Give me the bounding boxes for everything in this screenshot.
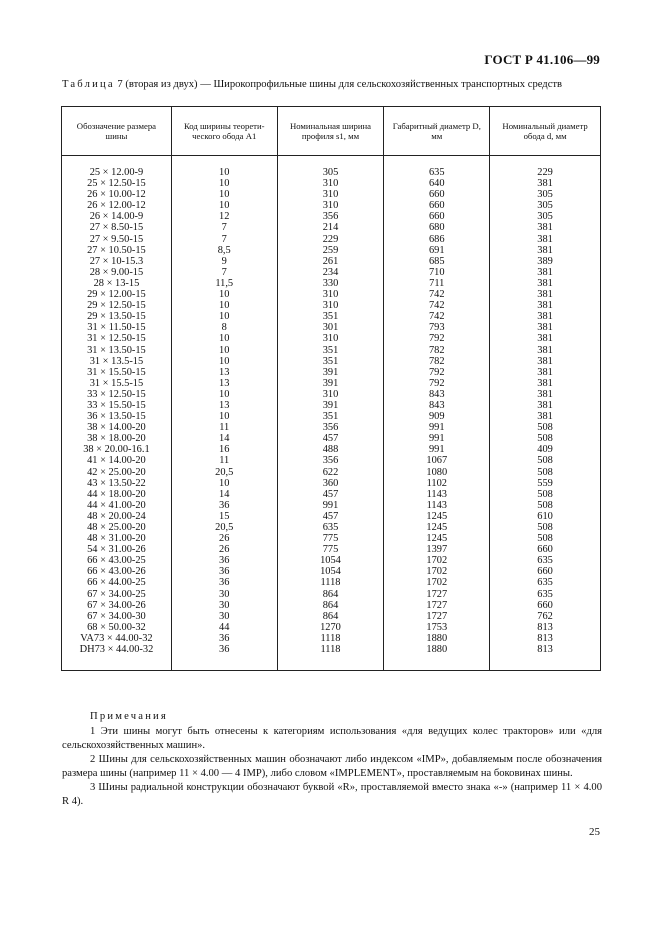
cell-designation: 36 × 13.50-15 bbox=[62, 411, 172, 422]
cell-designation: 38 × 14.00-20 bbox=[62, 422, 172, 433]
cell-designation: 27 × 8.50-15 bbox=[62, 222, 172, 233]
cell-designation: 67 × 34.00-30 bbox=[62, 611, 172, 622]
table-row bbox=[62, 555, 601, 566]
cell-overall-diameter: 1245 bbox=[384, 522, 490, 533]
table-row bbox=[62, 289, 601, 300]
cell-rim-code: 12 bbox=[171, 211, 277, 222]
table-row bbox=[62, 222, 601, 233]
cell-section-width: 864 bbox=[277, 611, 384, 622]
cell-rim-code: 10 bbox=[171, 389, 277, 400]
table-row bbox=[62, 267, 601, 278]
cell-designation: 43 × 13.50-22 bbox=[62, 478, 172, 489]
cell-designation: 33 × 15.50-15 bbox=[62, 400, 172, 411]
cell-rim-code: 10 bbox=[171, 311, 277, 322]
table-row bbox=[62, 611, 601, 622]
cell-overall-diameter: 1245 bbox=[384, 533, 490, 544]
cell-rim-code: 36 bbox=[171, 577, 277, 588]
cell-rim-diameter: 305 bbox=[490, 200, 601, 211]
cell-rim-code: 36 bbox=[171, 500, 277, 511]
cell-rim-code: 8 bbox=[171, 322, 277, 333]
table-row bbox=[62, 433, 601, 444]
cell-rim-diameter: 508 bbox=[490, 455, 601, 466]
cell-rim-diameter: 508 bbox=[490, 500, 601, 511]
cell-designation: 48 × 31.00-20 bbox=[62, 533, 172, 544]
cell-section-width: 356 bbox=[277, 211, 384, 222]
cell-rim-diameter: 660 bbox=[490, 566, 601, 577]
cell-overall-diameter: 782 bbox=[384, 356, 490, 367]
cell-rim-diameter: 635 bbox=[490, 577, 601, 588]
cell-rim-diameter: 508 bbox=[490, 422, 601, 433]
cell-overall-diameter: 991 bbox=[384, 444, 490, 455]
cell-overall-diameter: 792 bbox=[384, 367, 490, 378]
cell-rim-diameter: 508 bbox=[490, 533, 601, 544]
cell-rim-diameter: 559 bbox=[490, 478, 601, 489]
header-overall-diameter: Габаритный диаметр D, мм bbox=[384, 107, 490, 156]
cell-rim-code: 9 bbox=[171, 256, 277, 267]
cell-designation: 66 × 43.00-26 bbox=[62, 566, 172, 577]
cell-overall-diameter: 1753 bbox=[384, 622, 490, 633]
cell-rim-diameter: 635 bbox=[490, 555, 601, 566]
header-rim-code: Код ширины теорети-ческого обода A1 bbox=[171, 107, 277, 156]
table-caption bbox=[62, 79, 602, 92]
cell-rim-code: 36 bbox=[171, 566, 277, 577]
cell-overall-diameter: 843 bbox=[384, 400, 490, 411]
table-row bbox=[62, 256, 601, 267]
notes-title: Примечания bbox=[90, 711, 168, 722]
table-row bbox=[62, 444, 601, 455]
cell-rim-diameter: 381 bbox=[490, 222, 601, 233]
cell-section-width: 310 bbox=[277, 189, 384, 200]
cell-rim-code: 10 bbox=[171, 411, 277, 422]
cell-rim-diameter: 508 bbox=[490, 467, 601, 478]
cell-rim-code: 13 bbox=[171, 400, 277, 411]
cell-designation: 68 × 50.00-32 bbox=[62, 622, 172, 633]
cell-overall-diameter: 843 bbox=[384, 389, 490, 400]
cell-rim-diameter: 381 bbox=[490, 245, 601, 256]
cell-rim-diameter: 381 bbox=[490, 389, 601, 400]
cell-rim-diameter: 508 bbox=[490, 522, 601, 533]
cell-rim-code: 30 bbox=[171, 600, 277, 611]
cell-rim-diameter: 381 bbox=[490, 289, 601, 300]
cell-rim-code: 10 bbox=[171, 167, 277, 178]
cell-overall-diameter: 793 bbox=[384, 322, 490, 333]
table-row bbox=[62, 200, 601, 211]
cell-overall-diameter: 1727 bbox=[384, 611, 490, 622]
cell-section-width: 356 bbox=[277, 455, 384, 466]
table-row bbox=[62, 577, 601, 588]
table-row bbox=[62, 400, 601, 411]
cell-rim-code: 16 bbox=[171, 444, 277, 455]
cell-section-width: 261 bbox=[277, 256, 384, 267]
table-row bbox=[62, 345, 601, 356]
table-row bbox=[62, 234, 601, 245]
cell-rim-code: 10 bbox=[171, 356, 277, 367]
cell-rim-code: 20,5 bbox=[171, 522, 277, 533]
cell-rim-diameter: 305 bbox=[490, 189, 601, 200]
cell-designation: 26 × 14.00-9 bbox=[62, 211, 172, 222]
cell-rim-diameter: 660 bbox=[490, 600, 601, 611]
header-section-width: Номинальная ширина профиля s1, мм bbox=[277, 107, 384, 156]
cell-overall-diameter: 660 bbox=[384, 189, 490, 200]
cell-designation: 26 × 12.00-12 bbox=[62, 200, 172, 211]
cell-rim-code: 11 bbox=[171, 422, 277, 433]
cell-overall-diameter: 991 bbox=[384, 433, 490, 444]
cell-rim-diameter: 381 bbox=[490, 333, 601, 344]
cell-rim-code: 10 bbox=[171, 345, 277, 356]
page-number: 25 bbox=[589, 826, 600, 838]
cell-designation: 48 × 20.00-24 bbox=[62, 511, 172, 522]
cell-rim-code: 14 bbox=[171, 489, 277, 500]
cell-overall-diameter: 1245 bbox=[384, 511, 490, 522]
cell-section-width: 457 bbox=[277, 433, 384, 444]
cell-overall-diameter: 1143 bbox=[384, 500, 490, 511]
cell-rim-diameter: 381 bbox=[490, 322, 601, 333]
cell-designation: 67 × 34.00-26 bbox=[62, 600, 172, 611]
cell-overall-diameter: 742 bbox=[384, 289, 490, 300]
cell-section-width: 457 bbox=[277, 489, 384, 500]
cell-rim-diameter: 635 bbox=[490, 589, 601, 600]
cell-section-width: 305 bbox=[277, 167, 384, 178]
table-row bbox=[62, 389, 601, 400]
caption-label: Таблица bbox=[62, 79, 115, 90]
cell-overall-diameter: 742 bbox=[384, 311, 490, 322]
cell-section-width: 214 bbox=[277, 222, 384, 233]
cell-rim-diameter: 381 bbox=[490, 411, 601, 422]
cell-rim-diameter: 813 bbox=[490, 633, 601, 644]
cell-overall-diameter: 685 bbox=[384, 256, 490, 267]
cell-overall-diameter: 909 bbox=[384, 411, 490, 422]
cell-overall-diameter: 1143 bbox=[384, 489, 490, 500]
cell-rim-diameter: 381 bbox=[490, 311, 601, 322]
cell-designation: 31 × 13.5-15 bbox=[62, 356, 172, 367]
cell-designation: 44 × 18.00-20 bbox=[62, 489, 172, 500]
cell-rim-diameter: 381 bbox=[490, 345, 601, 356]
cell-rim-code: 44 bbox=[171, 622, 277, 633]
table-row bbox=[62, 633, 601, 644]
table-row bbox=[62, 589, 601, 600]
cell-overall-diameter: 1702 bbox=[384, 577, 490, 588]
cell-section-width: 391 bbox=[277, 378, 384, 389]
cell-designation: DH73 × 44.00-32 bbox=[62, 644, 172, 655]
table-row bbox=[62, 622, 601, 633]
note-item: 3 Шины радиальной конструкции обозначают буквой «R», проставляемой вместо знака «-» (например 11 × 4.00 R 4). bbox=[62, 782, 602, 807]
cell-section-width: 360 bbox=[277, 478, 384, 489]
cell-rim-diameter: 381 bbox=[490, 378, 601, 389]
cell-section-width: 351 bbox=[277, 411, 384, 422]
table-row bbox=[62, 178, 601, 189]
table-row bbox=[62, 211, 601, 222]
table-row bbox=[62, 333, 601, 344]
cell-section-width: 1054 bbox=[277, 566, 384, 577]
cell-section-width: 310 bbox=[277, 333, 384, 344]
cell-section-width: 259 bbox=[277, 245, 384, 256]
cell-overall-diameter: 991 bbox=[384, 422, 490, 433]
cell-designation: 27 × 10.50-15 bbox=[62, 245, 172, 256]
cell-designation: 31 × 13.50-15 bbox=[62, 345, 172, 356]
table-row bbox=[62, 422, 601, 433]
cell-rim-diameter: 813 bbox=[490, 644, 601, 655]
cell-section-width: 229 bbox=[277, 234, 384, 245]
cell-rim-code: 10 bbox=[171, 289, 277, 300]
cell-rim-diameter: 389 bbox=[490, 256, 601, 267]
cell-overall-diameter: 1702 bbox=[384, 555, 490, 566]
cell-rim-code: 13 bbox=[171, 367, 277, 378]
cell-overall-diameter: 1727 bbox=[384, 589, 490, 600]
cell-rim-code: 26 bbox=[171, 544, 277, 555]
cell-overall-diameter: 1702 bbox=[384, 566, 490, 577]
cell-rim-diameter: 508 bbox=[490, 489, 601, 500]
cell-section-width: 310 bbox=[277, 200, 384, 211]
cell-section-width: 775 bbox=[277, 544, 384, 555]
cell-overall-diameter: 691 bbox=[384, 245, 490, 256]
cell-designation: 31 × 15.5-15 bbox=[62, 378, 172, 389]
cell-designation: 29 × 13.50-15 bbox=[62, 311, 172, 322]
cell-rim-diameter: 813 bbox=[490, 622, 601, 633]
cell-section-width: 622 bbox=[277, 467, 384, 478]
cell-designation: 42 × 25.00-20 bbox=[62, 467, 172, 478]
cell-rim-code: 36 bbox=[171, 633, 277, 644]
cell-overall-diameter: 1080 bbox=[384, 467, 490, 478]
cell-rim-diameter: 409 bbox=[490, 444, 601, 455]
cell-overall-diameter: 1880 bbox=[384, 633, 490, 644]
cell-rim-code: 15 bbox=[171, 511, 277, 522]
table-row bbox=[62, 600, 601, 611]
cell-overall-diameter: 1397 bbox=[384, 544, 490, 555]
cell-section-width: 391 bbox=[277, 367, 384, 378]
cell-overall-diameter: 710 bbox=[384, 267, 490, 278]
table-row bbox=[62, 478, 601, 489]
cell-designation: VA73 × 44.00-32 bbox=[62, 633, 172, 644]
cell-rim-diameter: 381 bbox=[490, 367, 601, 378]
cell-rim-code: 8,5 bbox=[171, 245, 277, 256]
cell-overall-diameter: 680 bbox=[384, 222, 490, 233]
document-header: ГОСТ Р 41.106—99 bbox=[484, 52, 600, 67]
caption-text: 7 (вторая из двух) — Широкопрофильные шины для сельскохозяйственных транспортных средств bbox=[114, 79, 563, 90]
table-row bbox=[62, 189, 601, 200]
cell-overall-diameter: 635 bbox=[384, 167, 490, 178]
table-row bbox=[62, 566, 601, 577]
cell-rim-diameter: 381 bbox=[490, 400, 601, 411]
cell-section-width: 351 bbox=[277, 345, 384, 356]
cell-rim-code: 7 bbox=[171, 267, 277, 278]
cell-section-width: 310 bbox=[277, 289, 384, 300]
cell-overall-diameter: 660 bbox=[384, 200, 490, 211]
cell-designation: 66 × 44.00-25 bbox=[62, 577, 172, 588]
cell-rim-code: 7 bbox=[171, 222, 277, 233]
cell-overall-diameter: 640 bbox=[384, 178, 490, 189]
cell-rim-diameter: 305 bbox=[490, 211, 601, 222]
cell-rim-diameter: 610 bbox=[490, 511, 601, 522]
table-row bbox=[62, 467, 601, 478]
cell-designation: 31 × 12.50-15 bbox=[62, 333, 172, 344]
cell-section-width: 310 bbox=[277, 178, 384, 189]
cell-overall-diameter: 711 bbox=[384, 278, 490, 289]
cell-designation: 48 × 25.00-20 bbox=[62, 522, 172, 533]
cell-designation: 66 × 43.00-25 bbox=[62, 555, 172, 566]
cell-designation: 29 × 12.00-15 bbox=[62, 289, 172, 300]
cell-section-width: 330 bbox=[277, 278, 384, 289]
cell-section-width: 991 bbox=[277, 500, 384, 511]
cell-section-width: 391 bbox=[277, 400, 384, 411]
cell-designation: 29 × 12.50-15 bbox=[62, 300, 172, 311]
table-row bbox=[62, 455, 601, 466]
cell-overall-diameter: 782 bbox=[384, 345, 490, 356]
table-row bbox=[62, 167, 601, 178]
cell-rim-code: 36 bbox=[171, 555, 277, 566]
cell-rim-diameter: 381 bbox=[490, 267, 601, 278]
cell-overall-diameter: 792 bbox=[384, 333, 490, 344]
cell-rim-code: 10 bbox=[171, 189, 277, 200]
table-row bbox=[62, 544, 601, 555]
cell-overall-diameter: 1067 bbox=[384, 455, 490, 466]
table-row bbox=[62, 245, 601, 256]
cell-designation: 67 × 34.00-25 bbox=[62, 589, 172, 600]
cell-overall-diameter: 660 bbox=[384, 211, 490, 222]
cell-designation: 41 × 14.00-20 bbox=[62, 455, 172, 466]
table-row bbox=[62, 300, 601, 311]
cell-rim-code: 10 bbox=[171, 200, 277, 211]
cell-designation: 31 × 15.50-15 bbox=[62, 367, 172, 378]
cell-rim-code: 13 bbox=[171, 378, 277, 389]
cell-section-width: 1270 bbox=[277, 622, 384, 633]
table-body bbox=[62, 156, 601, 671]
cell-rim-code: 11,5 bbox=[171, 278, 277, 289]
cell-overall-diameter: 792 bbox=[384, 378, 490, 389]
cell-designation: 27 × 9.50-15 bbox=[62, 234, 172, 245]
table-row bbox=[62, 311, 601, 322]
cell-designation: 27 × 10-15.3 bbox=[62, 256, 172, 267]
note-item: 1 Эти шины могут быть отнесены к категориям использования «для ведущих колес тракторов» или «для сельскохозяйственных машин». bbox=[62, 726, 602, 751]
table-row bbox=[62, 411, 601, 422]
table-row bbox=[62, 367, 601, 378]
cell-section-width: 234 bbox=[277, 267, 384, 278]
table-row bbox=[62, 278, 601, 289]
cell-section-width: 775 bbox=[277, 533, 384, 544]
cell-rim-diameter: 660 bbox=[490, 544, 601, 555]
cell-rim-diameter: 381 bbox=[490, 178, 601, 189]
cell-rim-code: 10 bbox=[171, 333, 277, 344]
table-row bbox=[62, 511, 601, 522]
table-row bbox=[62, 356, 601, 367]
cell-section-width: 457 bbox=[277, 511, 384, 522]
cell-rim-diameter: 229 bbox=[490, 167, 601, 178]
notes-section bbox=[62, 710, 602, 809]
cell-overall-diameter: 686 bbox=[384, 234, 490, 245]
cell-designation: 26 × 10.00-12 bbox=[62, 189, 172, 200]
cell-designation: 25 × 12.50-15 bbox=[62, 178, 172, 189]
tyre-table bbox=[61, 106, 601, 671]
cell-rim-code: 36 bbox=[171, 644, 277, 655]
cell-rim-code: 11 bbox=[171, 455, 277, 466]
table-row bbox=[62, 533, 601, 544]
cell-section-width: 351 bbox=[277, 311, 384, 322]
cell-rim-code: 10 bbox=[171, 478, 277, 489]
cell-rim-diameter: 381 bbox=[490, 234, 601, 245]
cell-designation: 38 × 20.00-16.1 bbox=[62, 444, 172, 455]
cell-section-width: 1054 bbox=[277, 555, 384, 566]
cell-rim-code: 30 bbox=[171, 611, 277, 622]
cell-section-width: 864 bbox=[277, 600, 384, 611]
cell-rim-code: 14 bbox=[171, 433, 277, 444]
cell-overall-diameter: 1727 bbox=[384, 600, 490, 611]
table-row bbox=[62, 644, 601, 655]
cell-section-width: 1118 bbox=[277, 577, 384, 588]
note-item: 2 Шины для сельскохозяйственных машин обозначают либо индексом «IMP», добавляемым после обозначения размера шины (например 11 × 4.00 — 4 IMP), либо словом «IMPLEMENT», проставляемым на боковинах шины. bbox=[62, 754, 602, 779]
table-row bbox=[62, 322, 601, 333]
cell-section-width: 635 bbox=[277, 522, 384, 533]
cell-designation: 28 × 13-15 bbox=[62, 278, 172, 289]
cell-section-width: 864 bbox=[277, 589, 384, 600]
table-header-row bbox=[62, 107, 601, 156]
cell-designation: 33 × 12.50-15 bbox=[62, 389, 172, 400]
table-row bbox=[62, 489, 601, 500]
cell-designation: 25 × 12.00-9 bbox=[62, 167, 172, 178]
cell-section-width: 310 bbox=[277, 389, 384, 400]
header-designation: Обозначение размера шины bbox=[62, 107, 172, 156]
cell-section-width: 351 bbox=[277, 356, 384, 367]
cell-section-width: 310 bbox=[277, 300, 384, 311]
table-row bbox=[62, 500, 601, 511]
cell-designation: 44 × 41.00-20 bbox=[62, 500, 172, 511]
cell-designation: 54 × 31.00-26 bbox=[62, 544, 172, 555]
cell-rim-diameter: 381 bbox=[490, 356, 601, 367]
table-row bbox=[62, 378, 601, 389]
cell-section-width: 488 bbox=[277, 444, 384, 455]
cell-rim-diameter: 381 bbox=[490, 278, 601, 289]
cell-rim-code: 10 bbox=[171, 178, 277, 189]
table-spacer-row bbox=[62, 156, 601, 168]
cell-section-width: 301 bbox=[277, 322, 384, 333]
cell-rim-code: 20,5 bbox=[171, 467, 277, 478]
table-row bbox=[62, 522, 601, 533]
cell-section-width: 1118 bbox=[277, 633, 384, 644]
header-rim-diameter: Номинальный диаметр обода d, мм bbox=[490, 107, 601, 156]
cell-rim-diameter: 381 bbox=[490, 300, 601, 311]
cell-rim-diameter: 508 bbox=[490, 433, 601, 444]
cell-rim-code: 10 bbox=[171, 300, 277, 311]
cell-rim-code: 30 bbox=[171, 589, 277, 600]
cell-rim-code: 26 bbox=[171, 533, 277, 544]
cell-section-width: 1118 bbox=[277, 644, 384, 655]
cell-rim-diameter: 762 bbox=[490, 611, 601, 622]
cell-overall-diameter: 1102 bbox=[384, 478, 490, 489]
cell-designation: 31 × 11.50-15 bbox=[62, 322, 172, 333]
table-bottom-spacer bbox=[62, 655, 601, 671]
cell-overall-diameter: 1880 bbox=[384, 644, 490, 655]
cell-designation: 38 × 18.00-20 bbox=[62, 433, 172, 444]
cell-overall-diameter: 742 bbox=[384, 300, 490, 311]
cell-designation: 28 × 9.00-15 bbox=[62, 267, 172, 278]
cell-rim-code: 7 bbox=[171, 234, 277, 245]
cell-section-width: 356 bbox=[277, 422, 384, 433]
